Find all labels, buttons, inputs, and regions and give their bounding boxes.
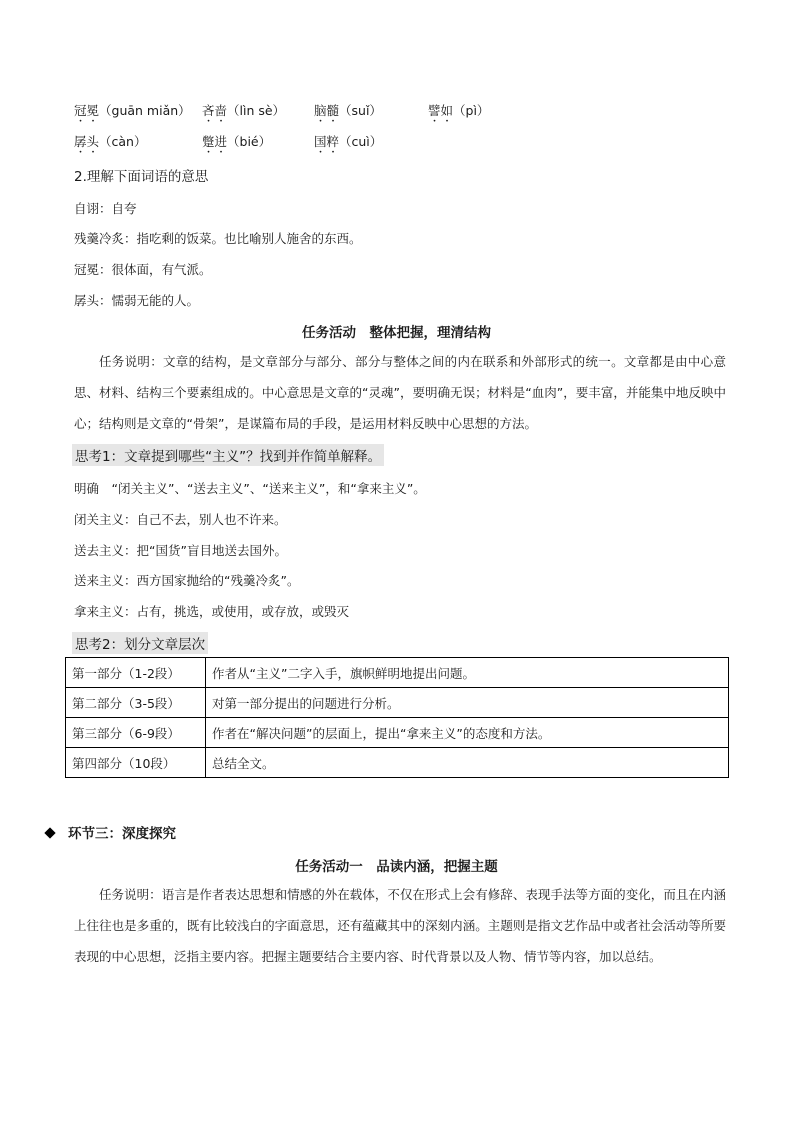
pinyin-word: 譬如 (428, 103, 454, 118)
pinyin-word: 冠冕 (74, 103, 100, 118)
section3-title (46, 822, 176, 842)
pinyin-reading: （suǐ） (339, 103, 382, 118)
table-cell-desc: 对第一部分提出的问题进行分析。 (206, 688, 729, 718)
table-row (66, 748, 729, 778)
table-cell-desc: 作者在“解决问题”的层面上，提出“拿来主义”的态度和方法。 (206, 718, 729, 748)
think1-prompt: 思考1：文章提到哪些“主义”？找到并作简单解释。 (72, 444, 384, 466)
table-row (66, 658, 729, 688)
pinyin-word: 孱头 (74, 134, 100, 149)
answer-line: 送去主义：把“国货”盲目地送去国外。 (74, 543, 287, 558)
table-cell-part: 第二部分（3-5段） (66, 688, 206, 718)
answer-line: 闭关主义：自己不去，别人也不许来。 (74, 512, 287, 527)
table-row (66, 718, 729, 748)
answer-line: 拿来主义：占有，挑选，或使用，或存放，或毁灭 (74, 604, 350, 619)
pinyin-reading: （lìn sè） (227, 103, 286, 118)
pinyin-reading: （guān miǎn） (99, 103, 191, 118)
task2-description: 任务说明：语言是作者表达思想和情感的外在载体，不仅在形式上会有修辞、表现手法等方面的变化，而且在内涵上往往也是多重的，既有比较浅白的字面意思，还有蕴藏其中的深刻内涵。主题则是指文艺作品中或者社会活动等所要表现的中心思想，泛指主要内容。把握主题要结合主要内容、时代背景以及人物、情节等内容，加以总结。 (74, 887, 726, 964)
table-cell-part: 第四部分（10段） (66, 748, 206, 778)
pinyin-reading: （càn） (99, 134, 147, 149)
pinyin-word: 吝啬 (202, 103, 228, 118)
think2-prompt: 思考2：划分文章层次 (72, 632, 208, 654)
table-cell-part: 第三部分（6-9段） (66, 718, 206, 748)
table-row (66, 688, 729, 718)
answer-line: 送来主义：西方国家抛给的“残羹冷炙”。 (74, 573, 300, 588)
vocab-item: 自诩：自夸 (74, 201, 137, 216)
pinyin-word: 蹩进 (202, 134, 228, 149)
vocab-item: 残羹冷炙：指吃剩的饭菜。也比喻别人施舍的东西。 (74, 231, 362, 246)
pinyin-word: 国粹 (314, 134, 340, 149)
pinyin-word: 脑髓 (314, 103, 340, 118)
pinyin-reading: （cuì） (339, 134, 383, 149)
task1-heading: 任务活动 整体把握，理清结构 (302, 325, 491, 341)
section3-title-text: 环节三：深度探究 (68, 826, 176, 842)
pinyin-reading: （pì） (453, 103, 490, 118)
table-cell-part: 第一部分（1-2段） (66, 658, 206, 688)
answer-line: 明确 “闭关主义”、“送去主义”、“送来主义”，和“拿来主义”。 (74, 481, 426, 496)
vocab-item: 孱头：懦弱无能的人。 (74, 293, 200, 308)
table-cell-desc: 作者从“主义”二字入手，旗帜鲜明地提出问题。 (206, 658, 729, 688)
vocab-item: 冠冕：很体面，有气派。 (74, 262, 212, 277)
table-cell-desc: 总结全文。 (206, 748, 729, 778)
vocab-title: 2.理解下面词语的意思 (74, 169, 209, 185)
structure-table (65, 657, 729, 778)
diamond-bullet-icon (44, 827, 55, 838)
pinyin-reading: （bié） (227, 134, 272, 149)
task2-heading: 任务活动一 品读内涵，把握主题 (295, 859, 498, 875)
task1-description: 任务说明：文章的结构，是文章部分与部分、部分与整体之间的内在联系和外部形式的统一。文章都是由中心意思、材料、结构三个要素组成的。中心意思是文章的“灵魂”，要明确无误；材料是“血肉”，要丰富，并能集中地反映中心；结构则是文章的“骨架”，是谋篇布局的手段，是运用材料反映中心思想的方法。 (74, 354, 726, 431)
